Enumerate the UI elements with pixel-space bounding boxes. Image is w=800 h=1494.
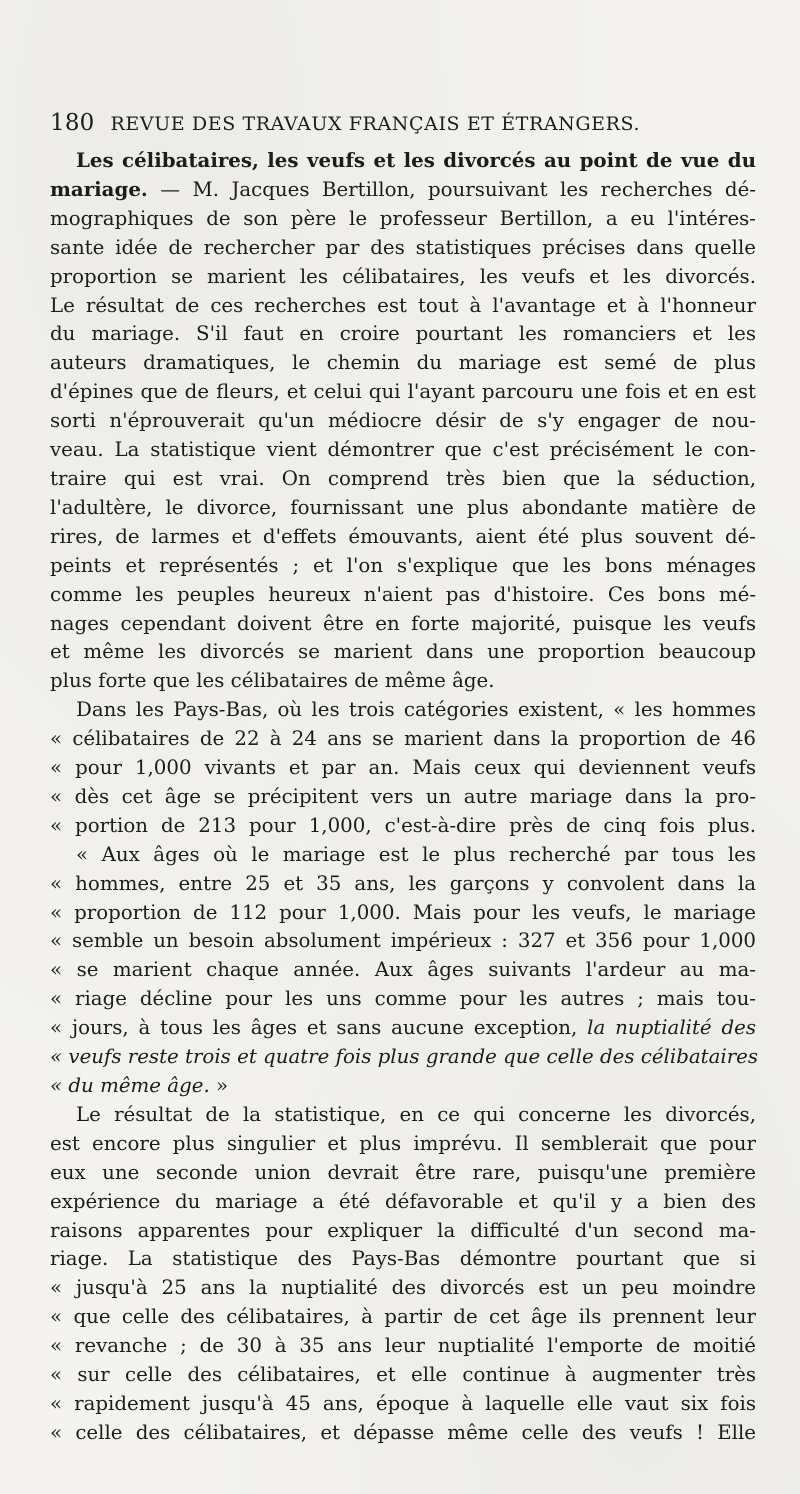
- text-line: raisons apparentes pour expliquer la difficulté d'un second ma-: [50, 1218, 756, 1242]
- text-line: Dans les Pays-Bas, où les trois catégories existent, « les hommes: [76, 698, 756, 722]
- text-line: mographiques de son père le professeur Bertillon, a eu l'intéres-: [50, 206, 756, 230]
- running-title: REVUE DES TRAVAUX FRANÇAIS ET ÉTRANGERS.: [110, 113, 641, 135]
- text-line: proportion se marient les célibataires, les veufs et les divorcés.: [50, 264, 756, 288]
- text-line: Le résultat de la statistique, en ce qui concerne les divorcés,: [76, 1102, 756, 1126]
- text-line: sante idée de rechercher par des statistiques précises dans quelle: [50, 235, 756, 259]
- text-line: « riage décline pour les uns comme pour les autres ; mais tou-: [50, 987, 756, 1011]
- text-line: riage. La statistique des Pays-Bas démontre pourtant que si: [50, 1247, 756, 1271]
- text-line: « célibataires de 22 à 24 ans se marient dans la proportion de 46: [50, 727, 756, 751]
- article-title-end: mariage.: [50, 176, 148, 201]
- text-line: « celle des célibataires, et dépasse même celle des veufs ! Elle: [50, 1420, 756, 1444]
- text-line: peints et représentés ; et l'on s'explique que les bons ménages: [50, 553, 756, 577]
- text-line: l'adultère, le divorce, fournissant une plus abondante matière de: [50, 495, 756, 519]
- italic-fragment: la nuptialité des: [587, 1016, 756, 1040]
- text-line: « hommes, entre 25 et 35 ans, les garçons y convolent dans la: [50, 871, 756, 895]
- text-line: [50, 1072, 756, 1101]
- text-line: traire qui est vrai. On comprend très bien que la séduction,: [50, 466, 756, 490]
- text-line: d'épines que de fleurs, et celui qui l'ayant parcouru une fois et en est: [50, 380, 756, 404]
- text-line: « se marient chaque année. Aux âges suivants l'ardeur au ma-: [50, 958, 756, 982]
- text-line: « portion de 213 pour 1,000, c'est-à-dire près de cinq fois plus.: [50, 813, 756, 837]
- text-line: du mariage. S'il faut en croire pourtant les romanciers et les: [50, 322, 756, 346]
- text-line: nages cependant doivent être en forte majorité, puisque les veufs: [50, 611, 756, 635]
- article-body: [50, 146, 759, 1448]
- text-line: [50, 1014, 756, 1043]
- quote-close: »: [209, 1074, 229, 1097]
- article-title-line: Les célibataires, les veufs et les divorcés au point de vue du: [76, 148, 756, 172]
- text-line: et même les divorcés se marient dans une proportion beaucoup: [50, 640, 756, 664]
- running-head: [50, 110, 756, 136]
- text-line: « veufs reste trois et quatre fois plus grande que celle des célibataires: [50, 1045, 759, 1069]
- text-line: « dès cet âge se précipitent vers un autre mariage dans la pro-: [50, 784, 756, 808]
- text-line: veau. La statistique vient démontrer que c'est précisément le con-: [50, 438, 756, 462]
- text-line: « jusqu'à 25 ans la nuptialité des divorcés est un peu moindre: [50, 1276, 756, 1300]
- text-line: comme les peuples heureux n'aient pas d'histoire. Ces bons mé-: [50, 582, 756, 606]
- text-line: est encore plus singulier et plus imprévu. Il semblerait que pour: [50, 1131, 756, 1155]
- text-line: Le résultat de ces recherches est tout à l'avantage et à l'honneur: [50, 293, 756, 317]
- text-line: « revanche ; de 30 à 35 ans leur nuptialité l'emporte de moitié: [50, 1334, 756, 1358]
- text-line: auteurs dramatiques, le chemin du mariage est semé de plus: [50, 351, 756, 375]
- text-fragment: « jours, à tous les âges et sans aucune exception,: [50, 1016, 578, 1040]
- italic-fragment: « du même âge.: [50, 1074, 210, 1097]
- text-line: « semble un besoin absolument impérieux : 327 et 356 pour 1,000: [50, 929, 756, 953]
- text-line: « pour 1,000 vivants et par an. Mais ceux qui deviennent veufs: [50, 756, 756, 780]
- text-line: plus forte que les célibataires de même âge.: [50, 669, 495, 693]
- page-number: 180: [50, 110, 95, 136]
- text-line: rires, de larmes et d'effets émouvants, aient été plus souvent dé-: [50, 524, 756, 548]
- text-line: « Aux âges où le mariage est le plus recherché par tous les: [76, 842, 756, 866]
- text-line: « que celle des célibataires, à partir de cet âge ils prennent leur: [50, 1305, 756, 1329]
- text-line: eux une seconde union devrait être rare, puisqu'une première: [50, 1160, 756, 1184]
- text-line: « rapidement jusqu'à 45 ans, époque à laquelle elle vaut six fois: [50, 1391, 756, 1415]
- text-fragment: — M. Jacques Bertillon, poursuivant les recherches dé-: [147, 177, 756, 201]
- text-line: [50, 175, 756, 205]
- text-line: « proportion de 112 pour 1,000. Mais pour les veufs, le mariage: [50, 900, 756, 924]
- text-line: sorti n'éprouverait qu'un médiocre désir de s'y engager de nou-: [50, 409, 756, 433]
- text-line: « sur celle des célibataires, et elle continue à augmenter très: [50, 1363, 756, 1387]
- text-line: expérience du mariage a été défavorable et qu'il y a bien des: [50, 1189, 756, 1213]
